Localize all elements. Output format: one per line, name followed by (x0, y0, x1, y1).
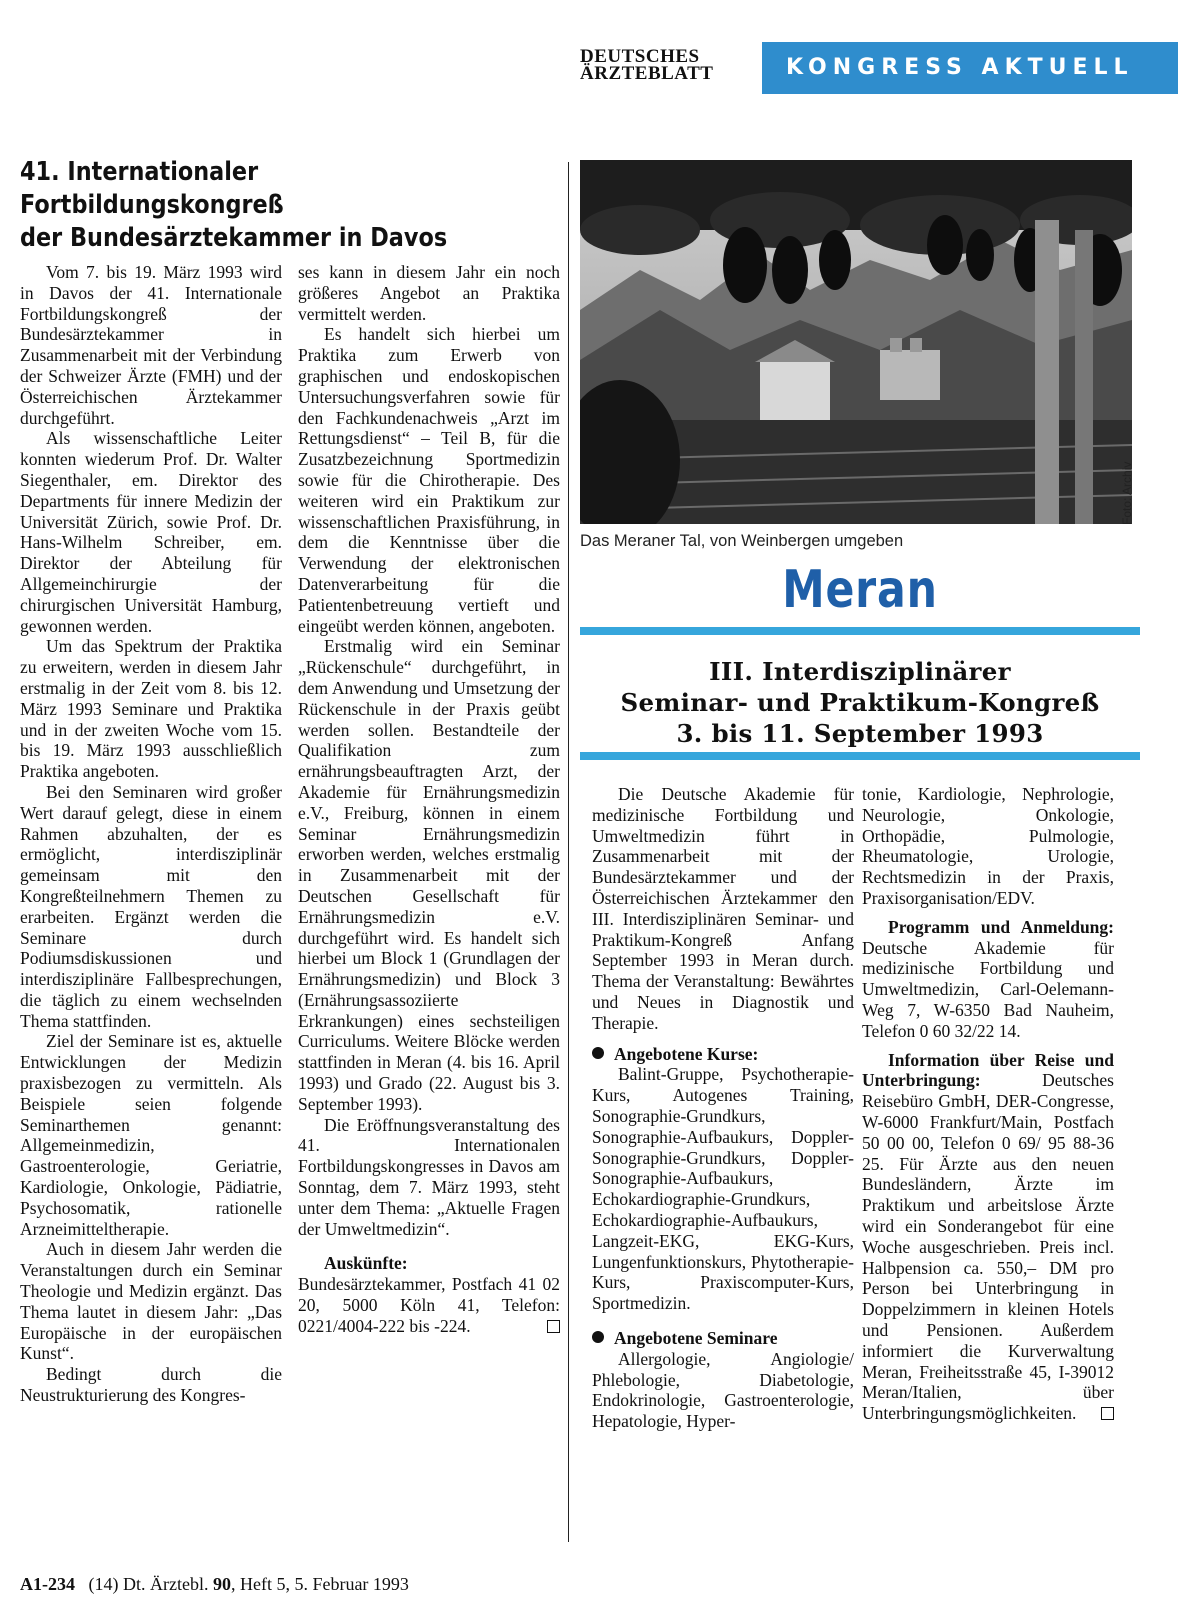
meran-intro: Die Deutsche Akademie für medizinische Fortbildung und Umweltmedizin führt in Zusammenarbeit mit der Bundesärztekammer und der Österreichischen Ärztekammer den III. Interdisziplinären Seminar- und Praktikum-Kongreß Anfang September 1993 in Meran durch. Thema der Veranstaltung: Bewährtes und Neues in Diagnostik und Therapie. (592, 784, 854, 1033)
program-paragraph (862, 917, 1114, 1042)
meran-title: Meran (782, 560, 938, 620)
paragraph: Ziel der Seminare ist es, aktuelle Entwicklungen der Medizin praxisbezogen zu vermitteln. Als Beispiele seien folgende Seminarthemen genannt: Allgemeinmedizin, Gastroenterologie, Geriatrie, Kardiologie, Onkologie, Pädiatrie, Psychosomatik, rationelle Arzneimitteltherapie. (20, 1031, 282, 1239)
contact-text-body: Bundesärztekammer, Postfach 41 02 20, 5000 Köln 41, Telefon: 0221/4004-222 bis -224. (298, 1274, 560, 1336)
paragraph: Um das Spektrum der Praktika zu erweitern, werden in diesem Jahr erstmalig in der Zeit vom 8. bis 12. März 1993 Seminare und Praktika und in der zweiten Woche vom 15. bis 19. März 1993 ausschließlich Praktika angeboten. (20, 636, 282, 782)
courses-heading-text: Angebotene Kurse: (614, 1043, 759, 1064)
citation-prefix: (14) Dt. Ärztebl. (88, 1574, 209, 1594)
volume-number: 90 (212, 1574, 231, 1594)
courses-heading (592, 1044, 854, 1065)
meran-column-2 (862, 784, 1114, 1424)
seminars-text: Allergologie, Angiologie/ Phlebologie, Diabetologie, Endokrinologie, Gastroenterologie, Hepatologie, Hyper- (592, 1348, 854, 1432)
davos-column-1 (20, 262, 282, 1406)
masthead-line-2: ÄRZTEBLATT (580, 63, 714, 84)
seminars-heading (592, 1328, 854, 1349)
travel-paragraph (862, 1050, 1114, 1424)
paragraph: Bedingt durch die Neustrukturierung des Kongres- (20, 1364, 282, 1406)
subtitle-line-3: 3. bis 11. September 1993 (676, 719, 1044, 748)
blue-rule-top (580, 627, 1140, 635)
paragraph: Es handelt sich hierbei um Praktika zum Erwerb von graphischen und endoskopischen Untersuchungsverfahren sowie für den Fachkundenachweis „Arzt im Rettungsdienst“ – Teil B, für die Zusatzbezeichnung Sportmedizin sowie für die Chirotherapie. Des weiteren wird ein Praktikum zur wissenschaftlichen Praxisführung, in dem die Kenntnisse über die Verwendung der elektronischen Datenverarbeitung für die Patientenbetreuung vertieft und eingeübt werden können, angeboten. (298, 324, 560, 636)
blue-rule-bottom (580, 752, 1140, 760)
photo-credit: Foto: Archiv (1120, 461, 1134, 525)
vineyard-photo (580, 160, 1132, 524)
seminars-continuation: tonie, Kardiologie, Nephrologie, Neurologie, Onkologie, Orthopädie, Pulmologie, Rheumatologie, Urologie, Rechtsmedizin in der Praxis, Praxisorganisation/EDV. (862, 784, 1114, 908)
photo-caption: Das Meraner Tal, von Weinbergen umgeben (580, 532, 904, 550)
masthead-line-1: DEUTSCHES (580, 46, 700, 67)
paragraph: Bei den Seminaren wird großer Wert darauf gelegt, diese in einem Rahmen abzuhalten, der es ermöglicht, interdisziplinär gemeinsam mit den Kongreßteilnehmern Themen zu erarbeiten. Ergänzt werden die Seminare durch Podiumsdiskussionen und interdisziplinäre Fallbesprechungen, die täglich zu einem wechselnden Thema stattfinden. (20, 781, 282, 1031)
headline-line-1: 41. Internationaler Fortbildungskongreß (20, 157, 284, 220)
paragraph: Die Eröffnungsveranstaltung des 41. Internationalen Fortbildungskongresses in Davos am Sonntag, dem 7. März 1993, steht unter dem Thema: „Aktuelle Fragen der Umweltmedizin“. (298, 1114, 560, 1239)
travel-heading: Information über Reise und Unterbringung: (862, 1049, 1114, 1091)
paragraph: Als wissenschaftliche Leiter konnten wiederum Prof. Dr. Walter Siegenthaler, em. Direktor des Departments für innere Medizin der Universität Zürich, sowie Prof. Dr. Hans-Wilhelm Schreiber, em. Direktor der Abteilung für Allgemeinchirurgie der chirurgischen Universität Hamburg, gewonnen werden. (20, 428, 282, 636)
headline-line-2: der Bundesärztekammer in Davos (20, 223, 448, 253)
page-footer (20, 1574, 409, 1595)
section-tag: KONGRESS AKTUELL (762, 42, 1178, 94)
program-text: Deutsche Akademie für medizinische Fortbildung und Umweltmedizin, Carl-Oelemann-Weg 7, W-6350 Bad Nauheim, Telefon 0 60 32/22 14. (862, 937, 1114, 1041)
meran-column-1 (592, 784, 854, 1432)
masthead-logo (580, 48, 713, 82)
vineyard-illustration (580, 160, 1132, 524)
subtitle-line-2: Seminar- und Praktikum-Kongreß (620, 688, 1100, 717)
article-headline (20, 156, 484, 255)
courses-text: Balint-Gruppe, Psychotherapie-Kurs, Autogenes Training, Sonographie-Grundkurs, Sonographie-Aufbaukurs, Doppler-Sonographie-Grundkurs, Doppler-Sonographie-Aufbaukurs, Echokardiographie-Grundkurs, Echokardiographie-Aufbaukurs, Langzeit-EKG, EKG-Kurs, Lungenfunktionskurs, Phytotherapie-Kurs, Praxiscomputer-Kurs, Sportmedizin. (592, 1064, 854, 1314)
bullet-icon (592, 1331, 604, 1343)
paragraph: Vom 7. bis 19. März 1993 wird in Davos der 41. Internationale Fortbildungskongreß der Bundesärztekammer in Zusammenarbeit mit der Verbindung der Schweizer Ärzte (FMH) und der Österreichischen Ärztekammer durchgeführt. (20, 262, 282, 428)
end-of-article-mark (1101, 1407, 1114, 1420)
travel-text: Deutsches Reisebüro GmbH, DER-Congresse, W-6000 Frankfurt/Main, Postfach 50 00 00, Telefon 0 69/ 95 88-36 25. Für Ärzte aus den neuen Bundesländern, Ärzte im Praktikum und arbeitslose Ärzte wird ein Sonderangebot für eine Woche ausgeschrieben. Preis incl. Halbpension ca. 550,– DM pro Person bei Unterbringung in Doppelzimmern in kleinen Hotels und Pensionen. Außerdem informiert die Kurverwaltung Meran, Freiheitsstraße 45, I-39012 Meran/Italien, über Unterbringungsmöglichkeiten. (862, 1070, 1114, 1424)
paragraph: ses kann in diesem Jahr ein noch größeres Angebot an Praktika vermittelt werden. (298, 262, 560, 324)
subtitle-line-1: III. Interdisziplinärer (709, 657, 1011, 686)
contact-text (298, 1274, 560, 1336)
program-heading: Programm und Anmeldung: (888, 916, 1114, 937)
paragraph: Auch in diesem Jahr werden die Veranstaltungen durch ein Seminar Theologie und Medizin ergänzt. Das Thema lautet in diesem Jahr: „Das Europäische in der europäischen Kunst“. (20, 1239, 282, 1364)
citation-suffix: , Heft 5, 5. Februar 1993 (230, 1574, 409, 1594)
column-divider (568, 162, 569, 1542)
meran-subtitle (580, 656, 1140, 749)
paragraph: Erstmalig wird ein Seminar „Rückenschule“ durchgeführt, in dem Anwendung und Umsetzung der Rückenschule in der Praxis geübt werden sollen. Bestandteile der Qualifikation zum ernährungsbeauftragten Arzt, der Akademie für Ernährungsmedizin e.V., Freiburg, können in einem Seminar Ernährungsmedizin erworben werden, welches erstmalig in Zusammenarbeit mit der Deutschen Gesellschaft für Ernährungsmedizin e.V. durchgeführt wird. Es handelt sich hierbei um Block 1 (Grundlagen der Ernährungsmedizin) und Block 3 (Ernährungsassoziierte Erkrankungen) eines sechsteiligen Curriculums. Weitere Blöcke werden stattfinden in Meran (4. bis 16. April 1993) und Grado (22. August bis 3. September 1993). (298, 636, 560, 1114)
page-number: A1-234 (20, 1574, 75, 1594)
contact-heading: Auskünfte: (324, 1253, 408, 1274)
bullet-icon (592, 1047, 604, 1059)
seminars-heading-text: Angebotene Seminare (614, 1327, 778, 1348)
end-of-article-mark (547, 1320, 560, 1333)
davos-column-2 (298, 262, 560, 1337)
